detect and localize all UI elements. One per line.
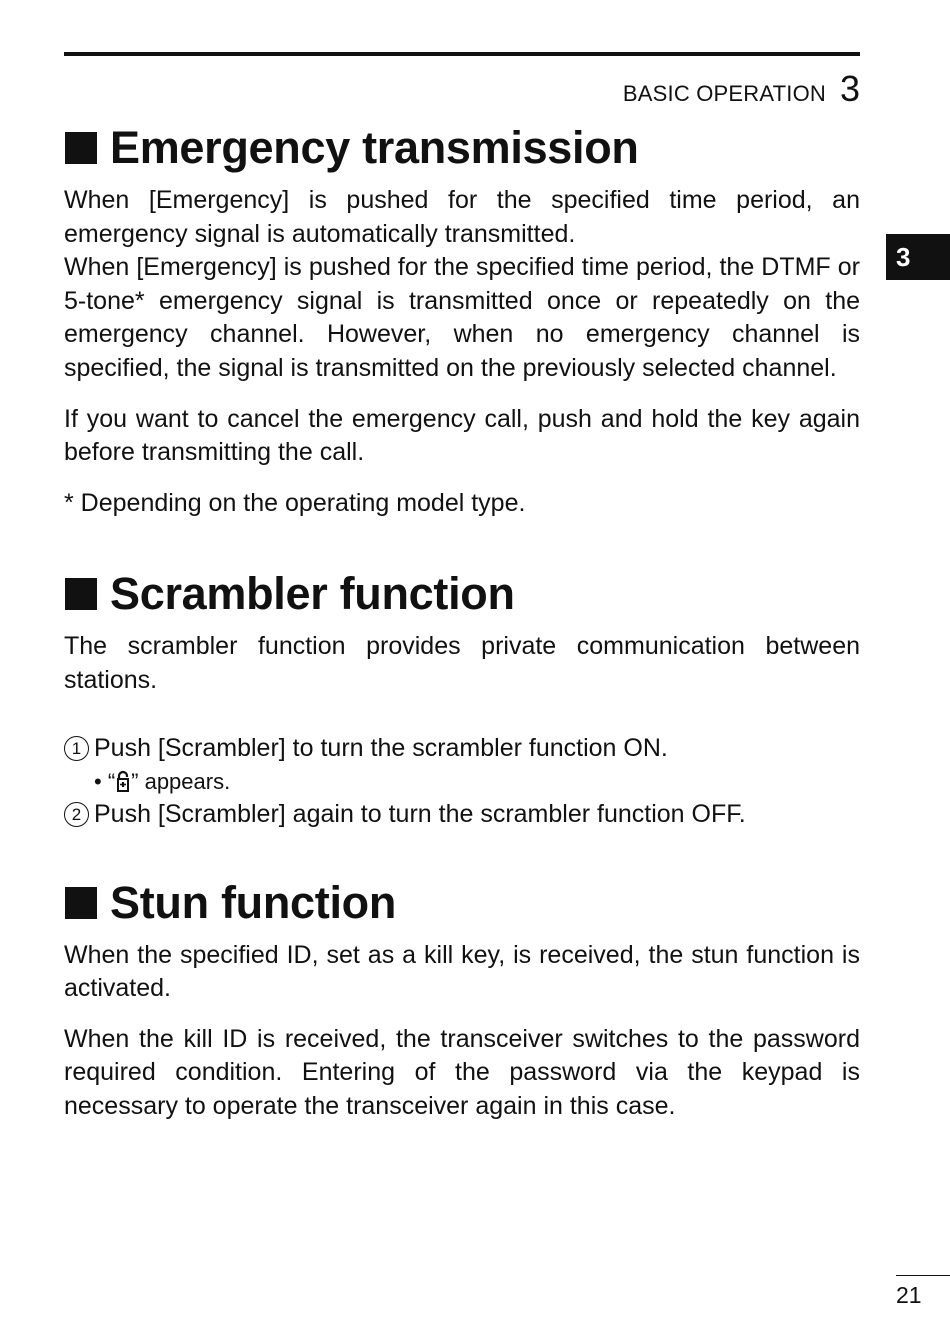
step-1-note-prefix: • “ bbox=[94, 768, 116, 794]
step-2-text: Push [Scrambler] again to turn the scrambler function OFF. bbox=[94, 799, 746, 828]
scrambler-heading bbox=[64, 564, 860, 624]
step-1-number: 1 bbox=[64, 736, 89, 761]
emergency-paragraph-2: When [Emergency] is pushed for the specified time period, the DTMF or 5-tone* emergency signal is transmitted once or repeatedly on the emergency channel. However, when no emergency channel is specified, the signal is transmitted on the previously selected channel. bbox=[64, 253, 860, 382]
scrambler-steps bbox=[64, 732, 860, 831]
emergency-paragraph-1: When [Emergency] is pushed for the specified time period, an emergency signal is automatically transmitted. bbox=[64, 186, 860, 248]
page-content bbox=[64, 118, 860, 1124]
chapter-tab: 3 bbox=[886, 234, 950, 280]
step-2-number: 2 bbox=[64, 802, 89, 827]
step-2 bbox=[64, 798, 860, 831]
stun-heading bbox=[64, 873, 860, 933]
step-1-text: Push [Scrambler] to turn the scrambler function ON. bbox=[94, 733, 668, 762]
step-1-note bbox=[64, 765, 860, 798]
stun-heading-text: Stun function bbox=[110, 876, 397, 928]
square-bullet-icon bbox=[65, 578, 97, 610]
step-1 bbox=[64, 732, 860, 765]
scrambler-section bbox=[64, 564, 860, 830]
page-number: 21 bbox=[896, 1282, 922, 1308]
page-number-rule bbox=[896, 1275, 950, 1276]
square-bullet-icon bbox=[65, 132, 97, 164]
stun-paragraph-1: When the specified ID, set as a kill key, is received, the stun function is activated. bbox=[64, 940, 860, 1003]
stun-section bbox=[64, 873, 860, 1124]
emergency-heading-text: Emergency transmission bbox=[110, 122, 639, 173]
scrambler-heading-text: Scrambler function bbox=[110, 568, 515, 620]
emergency-heading bbox=[64, 118, 860, 178]
square-bullet-icon bbox=[65, 887, 97, 919]
running-header bbox=[623, 68, 860, 110]
chapter-number: 3 bbox=[839, 68, 860, 109]
scrambler-intro: The scrambler function provides private communication between stations. bbox=[64, 632, 860, 694]
section-label: BASIC OPERATION bbox=[622, 81, 826, 106]
top-rule bbox=[64, 52, 860, 56]
stun-paragraph-2: When the kill ID is received, the transceiver switches to the password required condition. Entering of the password via the keypad is necessary to operate the transceiver again in this case. bbox=[64, 1024, 860, 1120]
step-1-note-suffix: ” appears. bbox=[131, 768, 231, 794]
emergency-footnote: * Depending on the operating model type. bbox=[64, 488, 526, 517]
scrambler-indicator-icon bbox=[116, 770, 130, 792]
emergency-paragraph-3: If you want to cancel the emergency call, push and hold the key again before transmitting the call. bbox=[64, 404, 860, 467]
emergency-section bbox=[64, 118, 860, 520]
